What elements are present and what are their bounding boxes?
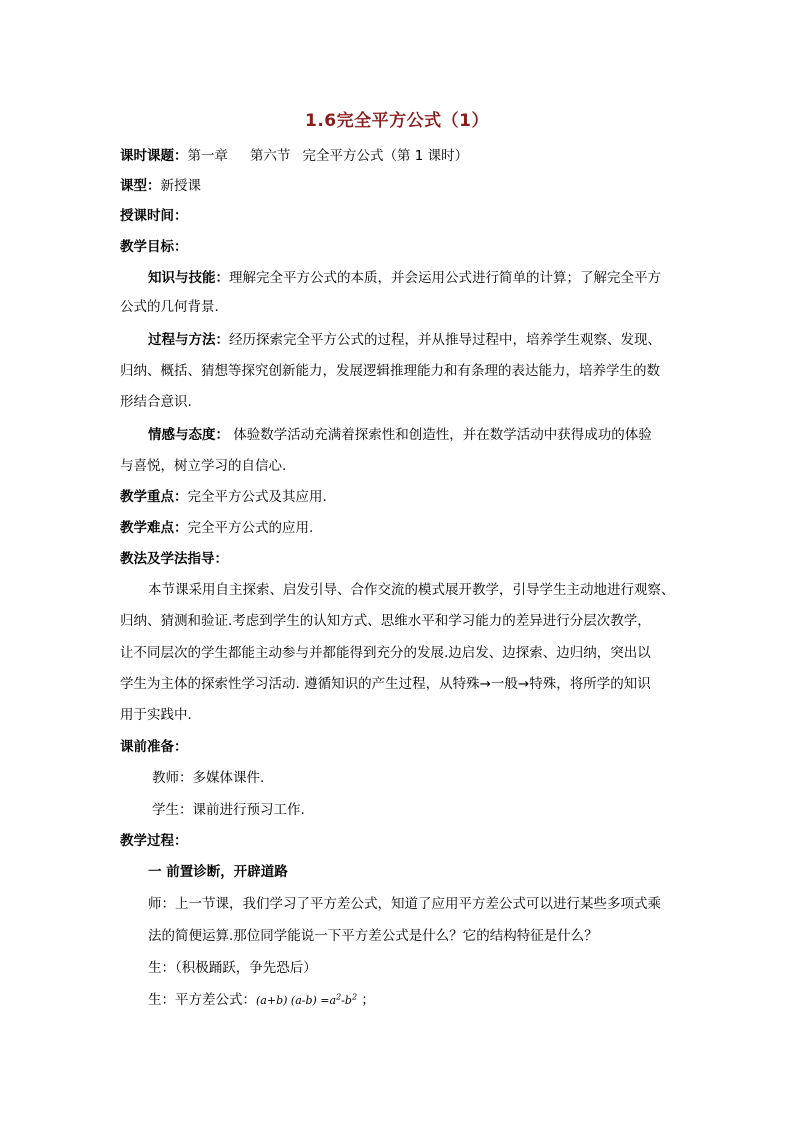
key-point-label: 教学重点： (120, 489, 188, 505)
knowledge-text-1: 理解完全平方公式的本质，并会运用公式进行简单的计算；了解完全平方 (229, 270, 661, 286)
knowledge-label: 知识与技能： (148, 270, 229, 286)
topic-section: 第六节 (250, 148, 291, 164)
topic-label: 课时课题： (120, 148, 188, 164)
topic-text: 完全平方公式（第 1 课时） (302, 148, 469, 164)
emotion-label: 情感与态度： (148, 427, 229, 443)
lesson-type-value: 新授课 (160, 178, 201, 194)
key-point-line (120, 487, 327, 507)
page-title: 1.6完全平方公式（1） (305, 111, 489, 131)
process-line-2: 归纳、概括、猜想等探究创新能力，发展逻辑推理能力和有条理的表达能力，培养学生的数 (120, 363, 660, 379)
lesson-type-line (120, 176, 201, 196)
formula-part-main: (a+b) (a-b) =a (256, 994, 337, 1007)
process-label: 过程与方法： (148, 332, 229, 348)
method-line-4: 学生为主体的探索性学习活动. 遵循知识的产生过程，从特殊→一般→特殊，将所学的知识 (120, 676, 651, 692)
emotion-text-1: 体验数学活动充满着探索性和创造性，并在数学活动中获得成功的体验 (229, 427, 652, 443)
formula-exp-2: 2 (351, 992, 358, 1002)
method-label: 教法及学法指导： (120, 551, 228, 567)
knowledge-line-2: 公式的几何背景. (120, 299, 219, 315)
difficulty-label: 教学难点： (120, 520, 188, 536)
method-line-2: 归纳、猜测和验证.考虑到学生的认知方式、思维水平和学习能力的差异进行分层次教学， (120, 613, 651, 629)
process-label: 教学过程： (120, 833, 188, 849)
lesson-type-label: 课型： (120, 178, 161, 194)
student-line-2 (148, 990, 375, 1011)
formula-part-mid: -b (341, 994, 352, 1007)
topic-chapter: 第一章 (187, 148, 228, 164)
difficulty-value: 完全平方公式的应用. (187, 520, 314, 536)
prep-student: 学生：课前进行预习工作. (152, 802, 305, 818)
topic-line (120, 146, 468, 166)
teacher-line-2: 法的简便运算.那位同学能说一下平方差公式是什么？它的结构特征是什么？ (148, 928, 598, 944)
prep-teacher: 教师：多媒体课件. (152, 770, 265, 786)
process-line-1 (148, 330, 661, 350)
difference-of-squares-formula (256, 994, 357, 1007)
goals-label: 教学目标： (120, 239, 188, 255)
method-line-3: 让不同层次的学生都能主动参与并都能得到充分的发展.边启发、边探索、边归纳，突出以 (120, 645, 651, 661)
time-label: 授课时间： (120, 208, 188, 224)
formula-exp-1: 2 (336, 992, 342, 1002)
process-text-1: 经历探索完全平方公式的过程，并从推导过程中，培养学生观察、发现、 (229, 332, 661, 348)
formula-end: ； (357, 992, 375, 1008)
key-point-value: 完全平方公式及其应用. (187, 489, 327, 505)
teacher-line-1: 师：上一节课，我们学习了平方差公式，知道了应用平方差公式可以进行某些多项式乘 (148, 896, 661, 912)
emotion-line-2: 与喜悦，树立学习的自信心. (120, 458, 287, 474)
process-line-3: 形结合意识. (120, 394, 192, 410)
prep-label: 课前准备： (120, 739, 188, 755)
method-line-1: 本节课采用自主探索、启发引导、合作交流的模式展开教学，引导学生主动地进行观察、 (148, 582, 675, 598)
student-line-1: 生：（积极踊跃，争先恐后） (148, 960, 317, 976)
knowledge-line-1 (148, 268, 661, 288)
student-prefix: 生：平方差公式： (148, 992, 256, 1008)
difficulty-line (120, 518, 313, 538)
emotion-line-1 (148, 425, 652, 445)
method-line-5: 用于实践中. (120, 707, 192, 723)
section-heading-1: 一 前置诊断，开辟道路 (148, 864, 288, 880)
